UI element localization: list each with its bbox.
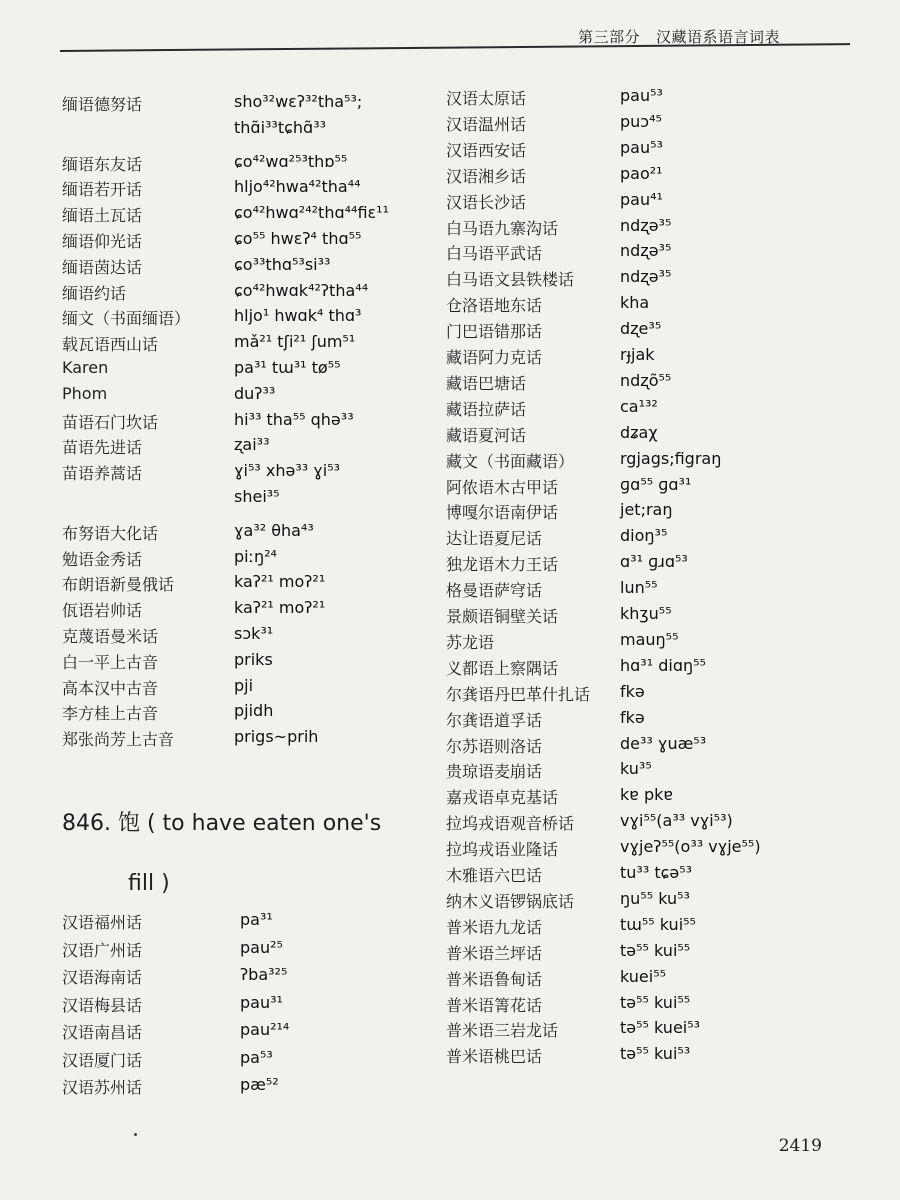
page-number: 2419 bbox=[778, 1136, 822, 1156]
word-form: kha bbox=[620, 293, 650, 313]
word-form: ɕo⁴²hwɑ²⁴²thɑ⁴⁴fiɛ¹¹ bbox=[234, 203, 389, 223]
language-name: 汉语南昌话 bbox=[62, 1023, 143, 1042]
word-form: shei³⁵ bbox=[234, 487, 280, 506]
header-rule bbox=[60, 43, 850, 52]
word-form: sɔk³¹ bbox=[234, 624, 274, 643]
word-form: pau⁵³ bbox=[620, 86, 663, 105]
language-name: 克蔑语曼米话 bbox=[62, 627, 159, 646]
language-name: 阿侬语木古甲话 bbox=[446, 477, 559, 497]
word-form: pæ⁵² bbox=[240, 1075, 279, 1094]
language-name: 佤语岩帅话 bbox=[62, 601, 143, 621]
language-name: 普米语兰坪话 bbox=[446, 943, 543, 963]
language-name: 藏语阿力克话 bbox=[446, 348, 543, 367]
word-form: ʔba³²⁵ bbox=[240, 965, 288, 984]
word-form: kɐ pkɐ bbox=[620, 785, 673, 805]
language-name: 木雅语六巴话 bbox=[446, 866, 543, 885]
entry-heading bbox=[62, 808, 392, 900]
word-form: tu³³ tɕə⁵³ bbox=[620, 863, 693, 882]
word-form: pau²¹⁴ bbox=[240, 1020, 290, 1039]
word-form: pa⁵³ bbox=[240, 1047, 273, 1067]
word-form: khʒu⁵⁵ bbox=[620, 604, 672, 623]
language-name: 藏文（书面藏语） bbox=[446, 451, 575, 471]
word-form: vɣjeʔ⁵⁵(o³³ vɣje⁵⁵) bbox=[620, 837, 761, 857]
language-name: 缅文（书面缅语） bbox=[62, 309, 191, 329]
word-form: rgjags;figraŋ bbox=[620, 448, 722, 468]
language-name: 拉坞戎语观音桥话 bbox=[446, 814, 575, 834]
language-name: 格曼语萨穹话 bbox=[446, 581, 543, 601]
language-name: 藏语巴塘话 bbox=[446, 373, 527, 393]
word-form: ɣi⁵³ xhə³³ ɣi⁵³ bbox=[234, 461, 341, 481]
language-name: 藏语拉萨话 bbox=[446, 399, 527, 419]
word-form: pji bbox=[234, 675, 254, 695]
entry-heading-line2: fill ) bbox=[128, 871, 170, 896]
word-form: dioŋ³⁵ bbox=[620, 526, 668, 546]
word-form: ʐai³³ bbox=[234, 435, 270, 455]
language-name: 汉语长沙话 bbox=[446, 192, 527, 212]
language-name: 载瓦语西山话 bbox=[62, 335, 159, 355]
language-name: 义都语上察隅话 bbox=[446, 658, 559, 678]
language-name: 汉语海南话 bbox=[62, 968, 143, 987]
word-form: ɣa³² θha⁴³ bbox=[234, 520, 314, 540]
language-name: 汉语温州话 bbox=[446, 114, 527, 134]
word-form: fkə bbox=[620, 707, 645, 727]
language-name: 缅语德努话 bbox=[62, 95, 143, 114]
language-name: 独龙语木力王话 bbox=[446, 555, 559, 575]
language-name: 门巴语错那话 bbox=[446, 322, 543, 342]
word-form: tə⁵⁵ kui⁵³ bbox=[620, 1044, 691, 1064]
word-form: pa³¹ tɯ³¹ tø⁵⁵ bbox=[234, 358, 341, 377]
language-name: 尔苏语则洛话 bbox=[446, 736, 543, 756]
language-name: 达让语夏尼话 bbox=[446, 529, 543, 549]
language-name: 苏龙语 bbox=[446, 632, 495, 652]
word-form: ɡɑ⁵⁵ ɡɑ³¹ bbox=[620, 474, 692, 494]
language-name: 缅语仰光话 bbox=[62, 232, 143, 251]
word-form: tə⁵⁵ kui⁵⁵ bbox=[620, 940, 691, 960]
word-form: ɕo⁴²hwɑk⁴²ʔtha⁴⁴ bbox=[234, 280, 369, 300]
word-form: piːŋ²⁴ bbox=[234, 546, 277, 566]
language-name: 汉语湘乡话 bbox=[446, 166, 527, 186]
word-form: pa³¹ bbox=[240, 910, 273, 929]
language-name: 白马语文县铁楼话 bbox=[446, 270, 575, 290]
word-form: hɑ³¹ diɑŋ⁵⁵ bbox=[620, 655, 706, 675]
word-form: tə⁵⁵ kui⁵⁵ bbox=[620, 992, 691, 1012]
word-form: pau⁴¹ bbox=[620, 189, 663, 209]
word-form: ndʐə³⁵ bbox=[620, 267, 672, 287]
word-form: ku³⁵ bbox=[620, 759, 652, 779]
stray-mark bbox=[134, 1133, 137, 1136]
word-form: mauŋ⁵⁵ bbox=[620, 629, 679, 649]
word-form: ɕo⁵⁵ hwɛʔ⁴ thɑ⁵⁵ bbox=[234, 229, 362, 248]
language-name: 缅语东友话 bbox=[62, 154, 143, 174]
word-form: pau³¹ bbox=[240, 992, 283, 1012]
language-name: 白马语平武话 bbox=[446, 244, 543, 264]
word-form: dʑaχ bbox=[620, 422, 658, 442]
word-form: rɟjak bbox=[620, 345, 655, 364]
header-section: 第三部分 bbox=[578, 28, 641, 46]
word-form: de³³ ɣuæ⁵³ bbox=[620, 733, 707, 753]
word-form: ŋu⁵⁵ ku⁵³ bbox=[620, 888, 690, 908]
language-name: 普米语箐花话 bbox=[446, 995, 543, 1015]
language-name: Phom bbox=[62, 383, 108, 403]
language-name: 仓洛语地东话 bbox=[446, 296, 543, 316]
word-form: duʔ³³ bbox=[234, 383, 276, 403]
language-name: 尔龚语丹巴革什扎话 bbox=[446, 684, 591, 704]
word-form: tɯ⁵⁵ kui⁵⁵ bbox=[620, 914, 696, 934]
language-name: 缅语土瓦话 bbox=[62, 206, 143, 226]
entry-heading-line1: 846. 饱 ( to have eaten one's bbox=[62, 811, 382, 836]
word-form: kaʔ²¹ moʔ²¹ bbox=[234, 598, 326, 618]
header-title: 汉藏语系语言词表 bbox=[655, 28, 780, 46]
language-name: 勉语金秀话 bbox=[62, 549, 143, 569]
language-name: 汉语苏州话 bbox=[62, 1078, 143, 1097]
language-name: 布朗语新曼俄话 bbox=[62, 575, 175, 595]
language-name: 缅语茵达话 bbox=[62, 257, 143, 277]
word-form: ndʐə³⁵ bbox=[620, 215, 672, 235]
word-form: ɑ³¹ ɡɹɑ⁵³ bbox=[620, 552, 688, 572]
language-name: 贵琼语麦崩话 bbox=[446, 762, 543, 782]
language-name: 尔龚语道孚话 bbox=[446, 710, 543, 730]
word-form: ndʐə³⁵ bbox=[620, 241, 672, 261]
language-name: Karen bbox=[62, 358, 109, 377]
language-name: 白马语九寨沟话 bbox=[446, 218, 559, 238]
word-form: ndʐõ⁵⁵ bbox=[620, 370, 672, 390]
language-name: 缅语约话 bbox=[62, 283, 127, 303]
word-form: mǎ²¹ tʃi²¹ ʃum⁵¹ bbox=[234, 332, 356, 352]
word-form: thɑ̃i³³tɕhɑ̃³³ bbox=[234, 117, 327, 137]
word-form: puɔ⁴⁵ bbox=[620, 111, 662, 131]
language-name: 缅语若开话 bbox=[62, 180, 143, 200]
language-name: 苗语石门坎话 bbox=[62, 412, 159, 432]
language-name: 纳木义语锣锅底话 bbox=[446, 891, 575, 911]
language-name: 苗语先进话 bbox=[62, 438, 143, 458]
word-form: hljo⁴²hwa⁴²tha⁴⁴ bbox=[234, 177, 361, 197]
language-name: 李方桂上古音 bbox=[62, 704, 159, 724]
language-name: 郑张尚芳上古音 bbox=[62, 730, 175, 750]
word-form: kuei⁵⁵ bbox=[620, 966, 667, 986]
language-name: 嘉戎语卓克基话 bbox=[446, 788, 559, 808]
word-form: pau²⁵ bbox=[240, 937, 283, 957]
language-name: 汉语西安话 bbox=[446, 140, 527, 160]
language-name: 普米语三岩龙话 bbox=[446, 1021, 559, 1041]
language-name: 汉语广州话 bbox=[62, 940, 143, 960]
word-form: jet;raŋ bbox=[620, 500, 673, 520]
language-name: 白一平上古音 bbox=[62, 652, 159, 672]
language-name: 汉语厦门话 bbox=[62, 1050, 143, 1070]
word-form: sho³²wɛʔ³²tha⁵³; bbox=[234, 92, 363, 111]
language-name: 拉坞戎语业隆话 bbox=[446, 840, 559, 860]
word-form: pau⁵³ bbox=[620, 137, 663, 157]
word-form: ɕo³³thɑ⁵³si³³ bbox=[234, 254, 331, 274]
word-form: lun⁵⁵ bbox=[620, 578, 658, 598]
language-name: 汉语福州话 bbox=[62, 913, 143, 932]
word-form: tə⁵⁵ kuei⁵³ bbox=[620, 1018, 701, 1038]
word-form: ca¹³² bbox=[620, 396, 658, 416]
language-name: 普米语鲁甸话 bbox=[446, 969, 543, 989]
language-name: 布努语大化话 bbox=[62, 523, 159, 543]
language-name: 汉语梅县话 bbox=[62, 995, 143, 1015]
word-form: dʐe³⁵ bbox=[620, 319, 662, 339]
word-form: hi³³ tha⁵⁵ qhə³³ bbox=[234, 409, 354, 429]
word-form: ɕo⁴²wɑ²⁵³thɒ⁵⁵ bbox=[234, 151, 348, 171]
word-form: prigs~prih bbox=[234, 727, 319, 747]
language-name: 普米语桃巴话 bbox=[446, 1047, 543, 1067]
word-form: priks bbox=[234, 649, 273, 669]
word-form: pao²¹ bbox=[620, 163, 663, 183]
language-name: 博嘎尔语南伊话 bbox=[446, 503, 559, 523]
language-name: 普米语九龙话 bbox=[446, 917, 543, 937]
language-name: 景颇语铜壁关话 bbox=[446, 607, 559, 626]
word-form: pjidh bbox=[234, 701, 274, 721]
language-name: 藏语夏河话 bbox=[446, 425, 527, 445]
word-form: hljo¹ hwɑk⁴ thɑ³ bbox=[234, 306, 362, 326]
word-form: kaʔ²¹ moʔ²¹ bbox=[234, 572, 326, 592]
word-form: fkə bbox=[620, 681, 645, 701]
word-form: vɣi⁵⁵(a³³ vɣi⁵³) bbox=[620, 811, 733, 831]
language-name: 苗语养蒿话 bbox=[62, 464, 143, 484]
language-name: 高本汉中古音 bbox=[62, 678, 159, 698]
language-name: 汉语太原话 bbox=[446, 89, 527, 108]
